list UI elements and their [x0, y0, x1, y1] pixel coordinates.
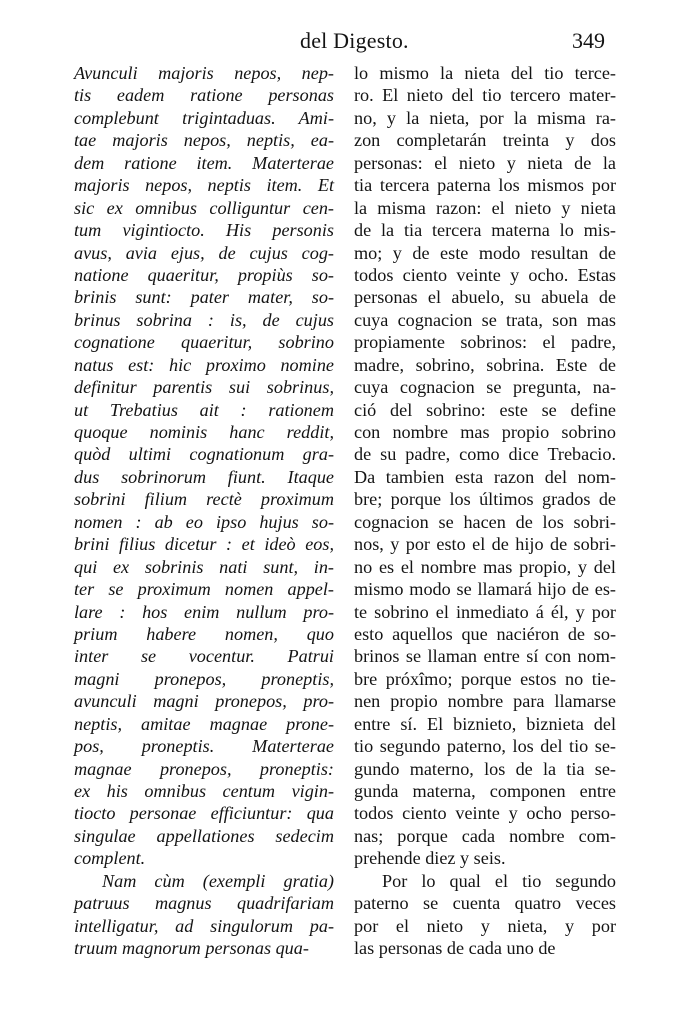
text-line: Por lo qual el tio segundo [382, 870, 616, 891]
text-line: sic ex omnibus colliguntur cen- [74, 197, 334, 218]
text-line: nomen : ab eo ipso hujus so- [74, 511, 334, 532]
text-line: quoque nominis hanc reddit, [74, 422, 334, 442]
text-line: todos ciento veinte y ocho perso- [354, 803, 616, 824]
text-line: ut Trebatius ait : rationem [74, 399, 334, 420]
text-line: inter se vocentur. Patrui [74, 646, 334, 667]
text-line: personas: el nieto y nieta de la [354, 152, 616, 173]
text-line: de la tia tercera materna lo mis- [354, 220, 616, 241]
text-line: nas; porque cada nombre com- [354, 825, 616, 846]
text-line: gundo materno, los de la tia se- [354, 758, 616, 779]
text-line: tae majoris nepos, neptis, ea- [74, 130, 334, 151]
page-header [0, 26, 682, 58]
spanish-text-column [354, 62, 616, 960]
text-line: no es el nombre mas propio, y del [354, 556, 616, 577]
text-line: te sobrino el inmediato á él, y por [354, 601, 616, 622]
text-line: por el nieto y nieta, y por [354, 915, 616, 936]
text-line: singulae appellationes sedecim [74, 825, 334, 846]
text-line: definitur parentis sui sobrinus, [74, 377, 334, 398]
text-line: brini filius dicetur : et ideò eos, [74, 534, 334, 555]
text-line: Avunculi majoris nepos, nep- [74, 63, 334, 83]
text-line: neptis, amitae magnae prone- [74, 713, 334, 734]
text-line: tis eadem ratione personas [74, 85, 334, 106]
text-line: con nombre mas propio sobrino [354, 422, 616, 442]
text-line: dem ratione item. Materterae [74, 152, 334, 173]
text-line: brinos se llaman entre sí con nom- [354, 646, 616, 667]
text-line: majoris nepos, neptis item. Et [74, 175, 334, 196]
text-line: Nam cùm (exempli gratia) [102, 870, 334, 891]
text-line: mo; y de este modo resultan de [354, 242, 616, 263]
text-line: natus est: hic proximo nomine [74, 354, 334, 375]
text-line: gunda materna, componen entre [354, 781, 616, 801]
text-line: prium habere nomen, quo [74, 623, 334, 644]
text-line: ter se proximum nomen appel- [74, 579, 334, 600]
text-line: qui ex sobrinis nati sunt, in- [74, 556, 334, 577]
text-line: tio segundo paterno, los del tio se- [354, 736, 616, 757]
text-line: complent. [74, 848, 146, 869]
text-line: nos, y por esto el de hijo de sobri- [354, 534, 616, 555]
text-line: intelligatur, ad singulorum pa- [74, 915, 334, 936]
text-line: magni pronepos, proneptis, [74, 668, 334, 689]
text-line: pos, proneptis. Materterae [74, 736, 334, 757]
latin-text-column [74, 62, 334, 960]
text-line: entre sí. El biznieto, biznieta del [354, 713, 616, 734]
text-line: de su padre, como dice Trebacio. [354, 444, 616, 465]
text-line: zon completarán treinta y dos [354, 130, 616, 151]
text-line: esto aquellos que naciéron de so- [354, 623, 616, 644]
text-line: dus sobrinorum fiunt. Itaque [74, 466, 334, 487]
text-line: lare : hos enim nullum pro- [74, 601, 334, 622]
text-line: tum vigintiocto. His personis [74, 220, 334, 241]
text-line: patruus magnus quadrifariam [74, 893, 334, 914]
text-line: lo mismo la nieta del tio terce- [354, 63, 616, 83]
text-line: bre; porque los últimos grados de [354, 489, 616, 510]
text-line: ció del sobrino: este se define [354, 399, 616, 420]
running-head: del Digesto. [300, 28, 409, 53]
text-line: personas el abuelo, su abuela de [354, 287, 616, 308]
text-line: mismo modo se llamará hijo de es- [354, 579, 616, 600]
text-line: brinis sunt: pater mater, so- [74, 287, 334, 308]
text-line: la misma razon: el nieto y nieta [354, 197, 616, 218]
text-line: magnae pronepos, proneptis: [74, 758, 334, 779]
text-line: ex his omnibus centum vigin- [74, 781, 334, 801]
text-line: cuya cognacion se trata, son mas [354, 309, 616, 330]
text-line: sobrini filium rectè proximum [74, 489, 334, 510]
text-line: todos ciento veinte y ocho. Estas [354, 264, 616, 285]
text-line: no, y la nieta, por la misma ra- [354, 107, 616, 128]
text-line: ro. El nieto del tio tercero mater- [354, 85, 616, 106]
text-line: truum magnorum personas qua- [74, 938, 309, 959]
text-line: bre próxîmo; porque estos no tie- [354, 668, 616, 689]
text-line: nen propio nombre para llamarse [354, 691, 616, 712]
text-line: Da tambien esta razon del nom- [354, 466, 616, 487]
text-line: cognacion se hacen de los sobri- [354, 511, 616, 532]
text-line: avunculi magni pronepos, pro- [74, 691, 334, 712]
text-line: tia tercera paterna los mismos por [354, 175, 616, 196]
text-line: tiocto personae efficiuntur: qua [74, 803, 334, 824]
text-line: natione quaeritur, propiùs so- [74, 264, 334, 285]
text-line: quòd ultimi cognationum gra- [74, 444, 334, 465]
text-line: cognatione quaeritur, sobrino [74, 332, 334, 353]
text-line: prehende diez y seis. [354, 848, 506, 869]
text-line: cuya cognacion se pregunta, na- [354, 377, 616, 398]
text-line: complebunt trigintaduas. Ami- [74, 107, 334, 128]
text-line: madre, sobrino, sobrina. Este de [354, 354, 616, 375]
page-number: 349 [572, 28, 605, 53]
text-line: brinus sobrina : is, de cujus [74, 309, 334, 330]
text-line: paterno se cuenta quatro veces [354, 893, 616, 914]
text-line: propiamente sobrinos: el padre, [354, 332, 616, 353]
text-line: avus, avia ejus, de cujus cog- [74, 242, 334, 263]
text-line: las personas de cada uno de [354, 938, 556, 959]
